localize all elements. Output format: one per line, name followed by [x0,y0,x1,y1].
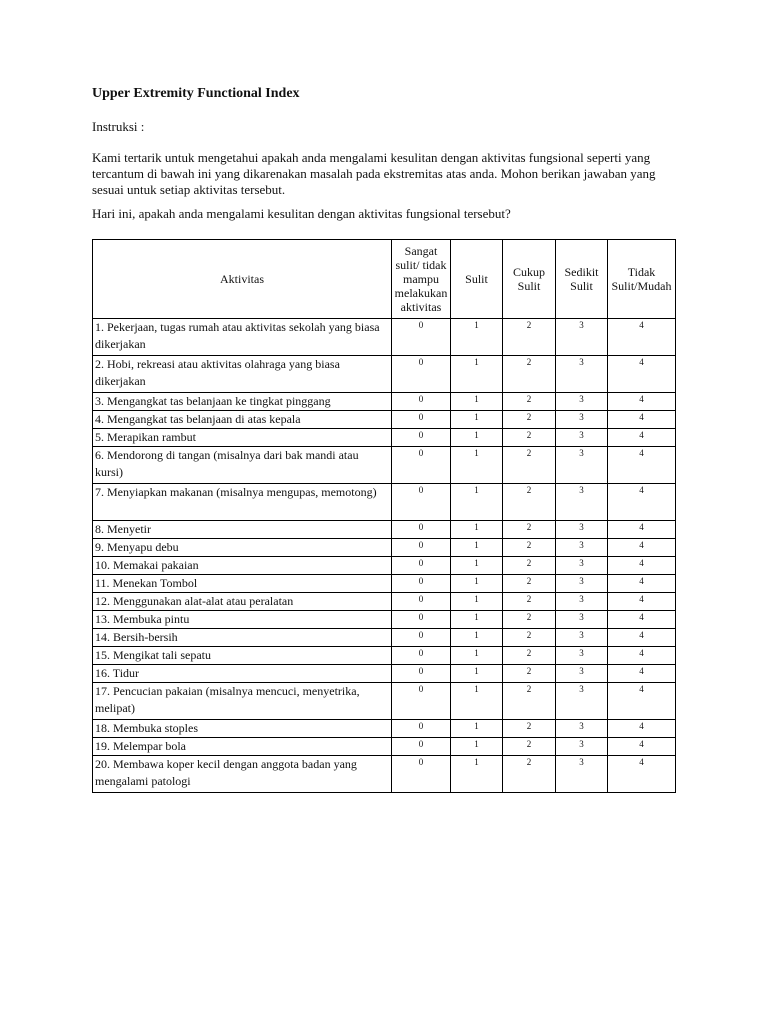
score-option[interactable]: 0 [392,429,451,447]
activity-label: 7. Menyiapkan makanan (misalnya mengupas, memotong) [93,484,392,521]
score-option[interactable]: 3 [556,575,608,593]
table-row [93,611,676,629]
table-row [93,738,676,756]
activity-label: 15. Mengikat tali sepatu [93,647,392,665]
score-option[interactable]: 1 [451,629,503,647]
activity-label: 16. Tidur [93,665,392,683]
score-option[interactable]: 4 [608,319,676,356]
score-option[interactable]: 2 [503,611,556,629]
score-option[interactable]: 2 [503,429,556,447]
score-option[interactable]: 2 [503,683,556,720]
table-row [93,575,676,593]
activity-label: 18. Membuka stoples [93,720,392,738]
score-option[interactable]: 4 [608,629,676,647]
score-option[interactable]: 0 [392,756,451,793]
activity-label: 20. Membawa koper kecil dengan anggota badan yang mengalami patologi [93,756,392,793]
instruction-paragraph: Kami tertarik untuk mengetahui apakah anda mengalami kesulitan dengan aktivitas fungsional seperti yang tercantum di bawah ini yang dikarenakan masalah pada ekstremitas atas anda. Mohon berikan jawaban yang sesuai untuk setiap aktivitas tersebut. [92,150,656,197]
score-option[interactable]: 4 [608,647,676,665]
table-row [93,593,676,611]
score-option[interactable]: 3 [556,756,608,793]
activity-label: 4. Mengangkat tas belanjaan di atas kepala [93,411,392,429]
score-option[interactable]: 4 [608,665,676,683]
score-option[interactable]: 1 [451,720,503,738]
score-option[interactable]: 2 [503,593,556,611]
score-option[interactable]: 4 [608,539,676,557]
table-row [93,629,676,647]
score-option[interactable]: 0 [392,647,451,665]
score-option[interactable]: 3 [556,539,608,557]
score-option[interactable]: 2 [503,647,556,665]
score-option[interactable]: 3 [556,647,608,665]
table-row [93,557,676,575]
score-option[interactable]: 4 [608,557,676,575]
table-row [93,484,676,521]
score-option[interactable]: 4 [608,447,676,484]
score-option[interactable]: 4 [608,575,676,593]
score-option[interactable]: 1 [451,756,503,793]
table-row [93,647,676,665]
score-option[interactable]: 1 [451,521,503,539]
score-option[interactable]: 2 [503,575,556,593]
score-option[interactable]: 0 [392,593,451,611]
score-option[interactable]: 4 [608,611,676,629]
score-option[interactable]: 1 [451,429,503,447]
score-option[interactable]: 4 [608,756,676,793]
activity-label: 14. Bersih-bersih [93,629,392,647]
score-option[interactable]: 2 [503,521,556,539]
document-title: Upper Extremity Functional Index [92,86,300,101]
score-option[interactable]: 4 [608,411,676,429]
score-option[interactable]: 3 [556,683,608,720]
score-option[interactable]: 0 [392,557,451,575]
activity-table [92,239,676,793]
activity-label: 13. Membuka pintu [93,611,392,629]
score-option[interactable]: 3 [556,611,608,629]
score-option[interactable]: 2 [503,720,556,738]
header-very-difficult: Sangat sulit/ tidak mampu melakukan aktivitas [392,240,451,319]
score-option[interactable]: 3 [556,665,608,683]
score-option[interactable]: 2 [503,756,556,793]
score-option[interactable]: 4 [608,356,676,393]
score-option[interactable]: 0 [392,319,451,356]
score-option[interactable]: 4 [608,521,676,539]
score-option[interactable]: 2 [503,484,556,521]
score-option[interactable]: 1 [451,647,503,665]
score-option[interactable]: 1 [451,393,503,411]
score-option[interactable]: 4 [608,429,676,447]
score-option[interactable]: 4 [608,720,676,738]
score-option[interactable]: 4 [608,593,676,611]
score-option[interactable]: 1 [451,447,503,484]
score-option[interactable]: 0 [392,521,451,539]
table-row [93,319,676,356]
table-row [93,720,676,738]
score-option[interactable]: 4 [608,393,676,411]
activity-label: 1. Pekerjaan, tugas rumah atau aktivitas sekolah yang biasa dikerjakan [93,319,392,356]
score-option[interactable]: 2 [503,557,556,575]
table-row [93,393,676,411]
activity-label: 2. Hobi, rekreasi atau aktivitas olahraga yang biasa dikerjakan [93,356,392,393]
score-option[interactable]: 1 [451,539,503,557]
score-option[interactable]: 3 [556,411,608,429]
activity-label: 5. Merapikan rambut [93,429,392,447]
score-option[interactable]: 4 [608,484,676,521]
score-option[interactable]: 0 [392,484,451,521]
score-option[interactable]: 2 [503,356,556,393]
score-option[interactable]: 3 [556,429,608,447]
score-option[interactable]: 0 [392,393,451,411]
score-option[interactable]: 2 [503,738,556,756]
score-option[interactable]: 0 [392,575,451,593]
score-option[interactable]: 2 [503,539,556,557]
score-option[interactable]: 1 [451,611,503,629]
score-option[interactable]: 3 [556,738,608,756]
activity-label: 8. Menyetir [93,521,392,539]
score-option[interactable]: 0 [392,720,451,738]
score-option[interactable]: 2 [503,447,556,484]
score-option[interactable]: 2 [503,665,556,683]
score-option[interactable]: 3 [556,593,608,611]
table-row [93,683,676,720]
score-option[interactable]: 2 [503,411,556,429]
score-option[interactable]: 3 [556,484,608,521]
score-option[interactable]: 4 [608,683,676,720]
score-option[interactable]: 0 [392,611,451,629]
score-option[interactable]: 1 [451,593,503,611]
activity-label: 12. Menggunakan alat-alat atau peralatan [93,593,392,611]
score-option[interactable]: 0 [392,629,451,647]
score-option[interactable]: 2 [503,629,556,647]
score-option[interactable]: 3 [556,319,608,356]
activity-label: 17. Pencucian pakaian (misalnya mencuci, menyetrika, melipat) [93,683,392,720]
table-row [93,521,676,539]
score-option[interactable]: 0 [392,411,451,429]
score-option[interactable]: 0 [392,539,451,557]
header-difficult: Sulit [451,240,503,319]
table-header-row [93,240,676,319]
score-option[interactable]: 4 [608,738,676,756]
activity-label: 9. Menyapu debu [93,539,392,557]
table-row [93,356,676,393]
score-option[interactable]: 1 [451,411,503,429]
header-activity: Aktivitas [93,240,392,319]
table-row [93,539,676,557]
score-option[interactable]: 0 [392,356,451,393]
question-text: Hari ini, apakah anda mengalami kesulitan dengan aktivitas fungsional tersebut? [92,206,511,221]
header-quite-difficult: Cukup Sulit [503,240,556,319]
score-option[interactable]: 1 [451,575,503,593]
score-option[interactable]: 3 [556,521,608,539]
activity-label: 11. Menekan Tombol [93,575,392,593]
score-option[interactable]: 1 [451,683,503,720]
score-option[interactable]: 1 [451,319,503,356]
activity-label: 19. Melempar bola [93,738,392,756]
score-option[interactable]: 1 [451,665,503,683]
score-option[interactable]: 3 [556,557,608,575]
score-option[interactable]: 3 [556,720,608,738]
score-option[interactable]: 0 [392,738,451,756]
activity-label: 6. Mendorong di tangan (misalnya dari bak mandi atau kursi) [93,447,392,484]
score-option[interactable]: 3 [556,629,608,647]
score-option[interactable]: 2 [503,393,556,411]
activity-label: 3. Mengangkat tas belanjaan ke tingkat pinggang [93,393,392,411]
header-little-difficult: Sedikit Sulit [556,240,608,319]
score-option[interactable]: 1 [451,738,503,756]
score-option[interactable]: 0 [392,447,451,484]
score-option[interactable]: 3 [556,447,608,484]
table-row [93,429,676,447]
table-row [93,411,676,429]
score-option[interactable]: 1 [451,484,503,521]
score-option[interactable]: 3 [556,393,608,411]
score-option[interactable]: 1 [451,356,503,393]
score-option[interactable]: 2 [503,319,556,356]
header-not-difficult: Tidak Sulit/Mudah [608,240,676,319]
table-row [93,447,676,484]
instruction-label: Instruksi : [92,119,145,134]
score-option[interactable]: 3 [556,356,608,393]
score-option[interactable]: 1 [451,557,503,575]
table-row [93,756,676,793]
score-option[interactable]: 0 [392,683,451,720]
score-option[interactable]: 0 [392,665,451,683]
activity-label: 10. Memakai pakaian [93,557,392,575]
table-row [93,665,676,683]
